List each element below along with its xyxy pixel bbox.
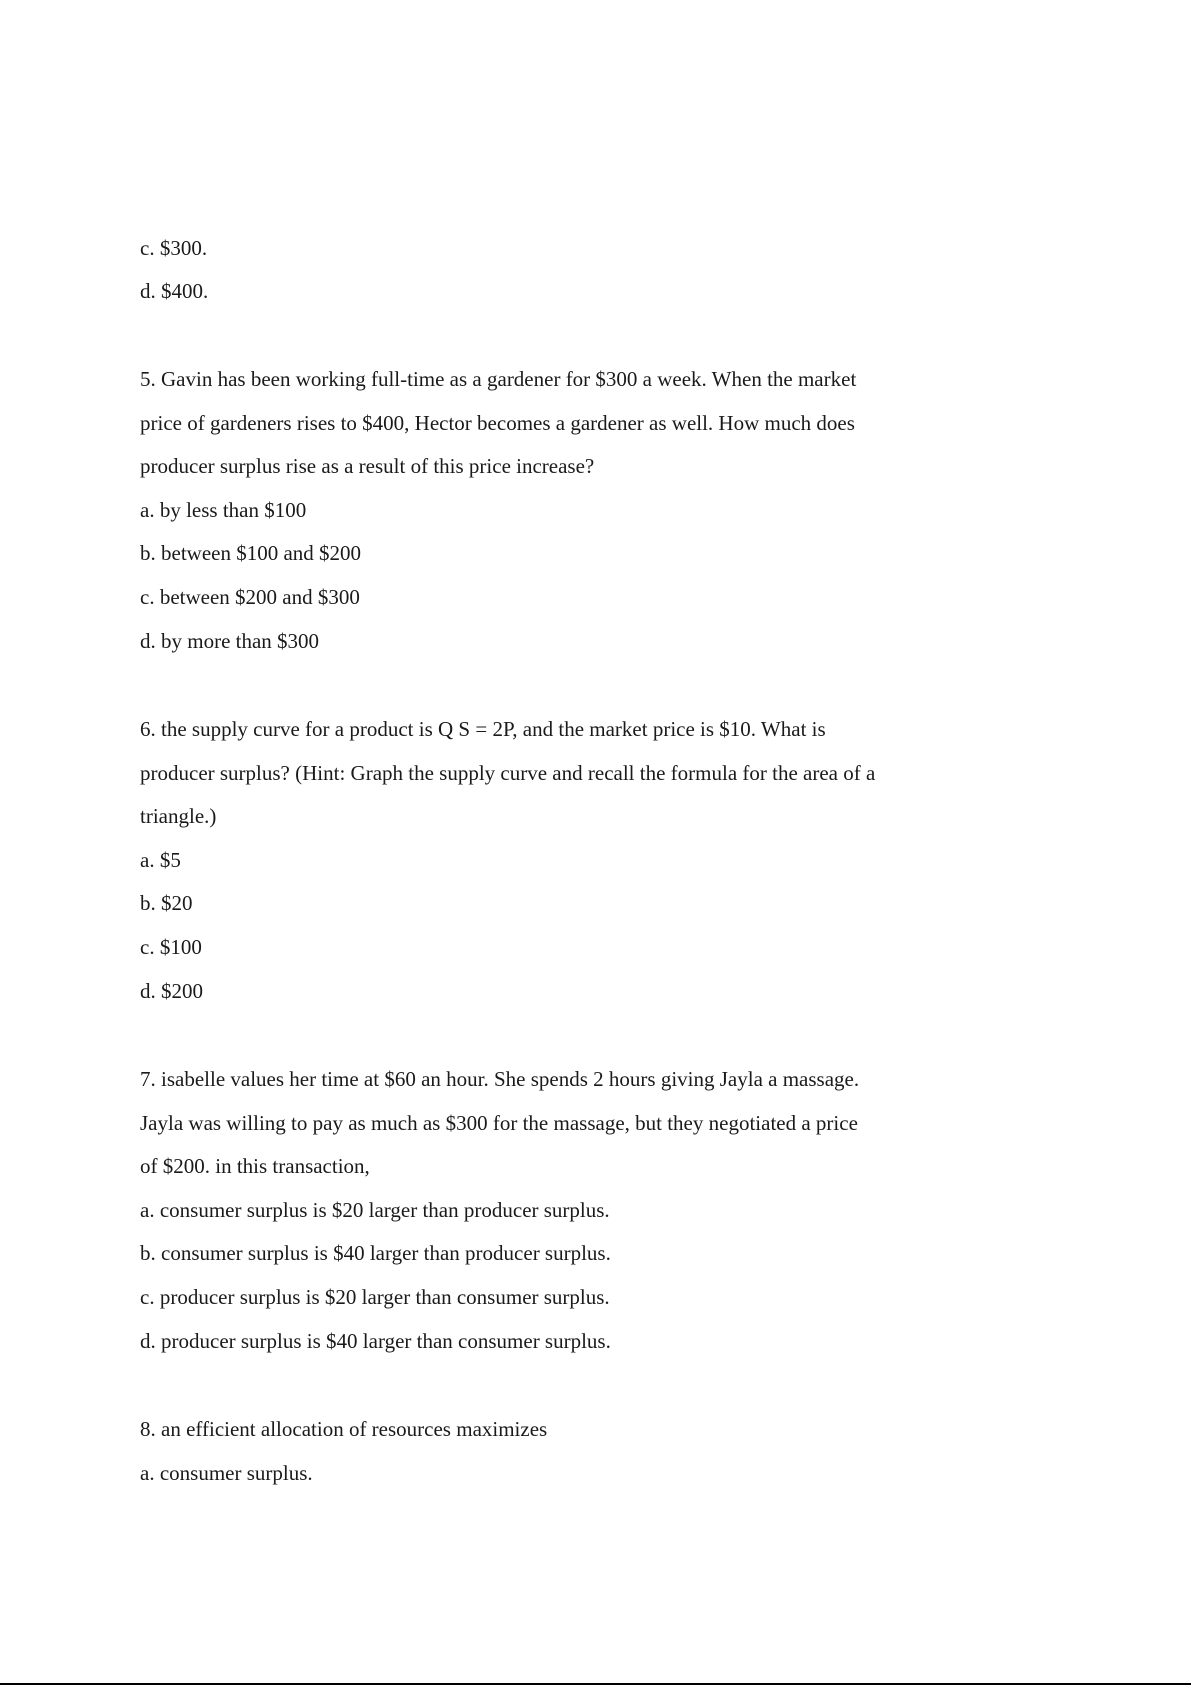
option-7c: c. producer surplus is $20 larger than consumer surplus. — [140, 1285, 610, 1309]
question-8-line-1: 8. an efficient allocation of resources maximizes — [140, 1417, 548, 1441]
question-5-line-3: producer surplus rise as a result of this price increase? — [140, 454, 595, 478]
question-5-line-1: 5. Gavin has been working full-time as a gardener for $300 a week. When the market — [140, 367, 857, 391]
question-6-line-3: triangle.) — [140, 804, 217, 828]
option-6b: b. $20 — [140, 891, 193, 915]
question-7-line-1: 7. isabelle values her time at $60 an hour. She spends 2 hours giving Jayla a massage. — [140, 1067, 860, 1091]
option-7a: a. consumer surplus is $20 larger than producer surplus. — [140, 1198, 610, 1222]
option-6c: c. $100 — [140, 935, 202, 959]
option-7d: d. producer surplus is $40 larger than consumer surplus. — [140, 1329, 611, 1353]
option-5a: a. by less than $100 — [140, 498, 307, 522]
option-4d: d. $400. — [140, 279, 209, 303]
option-7b: b. consumer surplus is $40 larger than producer surplus. — [140, 1241, 611, 1265]
option-5b: b. between $100 and $200 — [140, 541, 362, 565]
option-6d: d. $200 — [140, 979, 203, 1003]
option-5d: d. by more than $300 — [140, 629, 320, 653]
option-6a: a. $5 — [140, 848, 181, 872]
option-5c: c. between $200 and $300 — [140, 585, 360, 609]
question-5-line-2: price of gardeners rises to $400, Hector becomes a gardener as well. How much does — [140, 411, 855, 435]
option-8a: a. consumer surplus. — [140, 1461, 313, 1485]
question-6-line-1: 6. the supply curve for a product is Q S = 2P, and the market price is $10. What is — [140, 717, 826, 741]
question-7-line-2: Jayla was willing to pay as much as $300 for the massage, but they negotiated a price — [140, 1111, 858, 1135]
question-7-line-3: of $200. in this transaction, — [140, 1154, 370, 1178]
question-6-line-2: producer surplus? (Hint: Graph the supply curve and recall the formula for the area of a — [140, 761, 876, 785]
option-4c: c. $300. — [140, 236, 208, 260]
